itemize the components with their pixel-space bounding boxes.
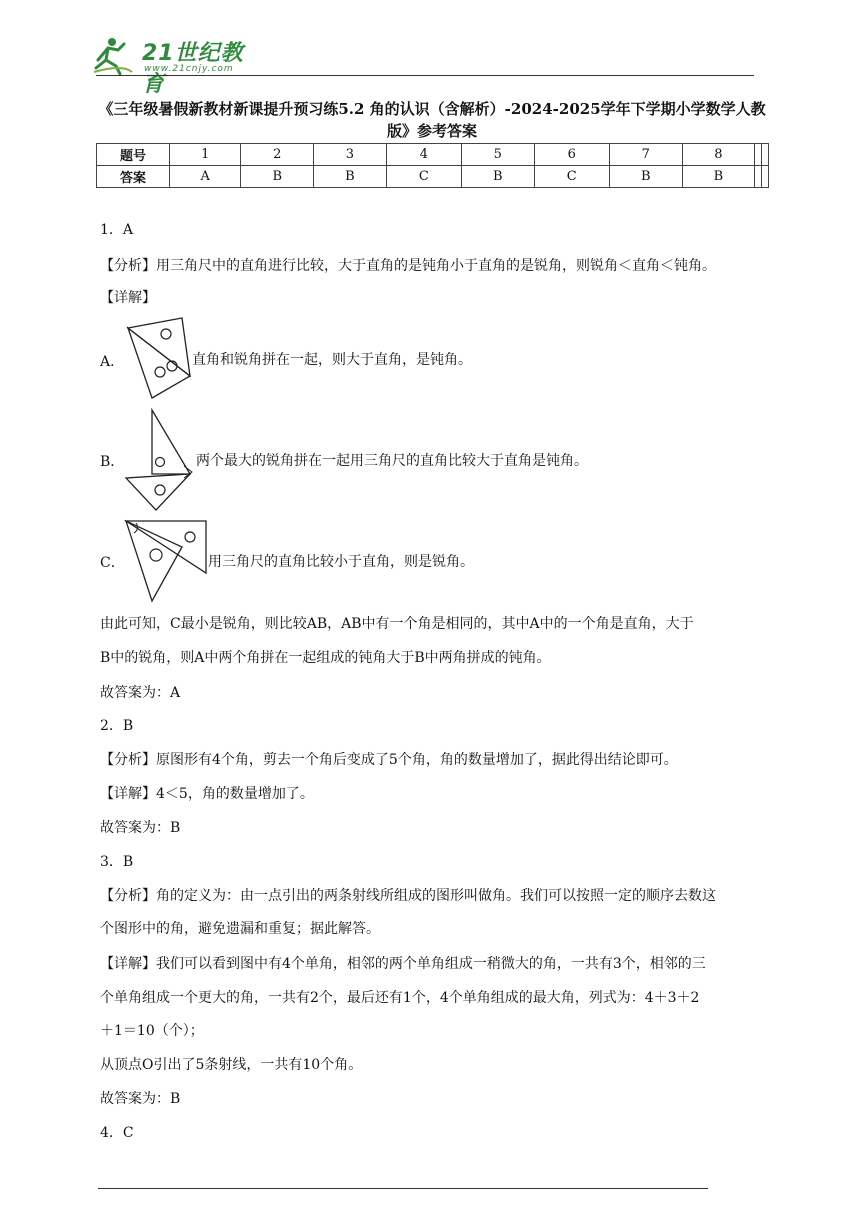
q3-detail-line-2: 个单角组成一个更大的角，一共有2个，最后还有1个，4个单角组成的最大角，列式为：4＋3＋2 [100, 990, 700, 1006]
table-cell: A [170, 166, 241, 188]
logo [92, 34, 262, 97]
q1-detail-label: 【详解】 [100, 290, 156, 306]
q1-option-b-label: B． [100, 454, 125, 470]
q1-option-b-triangles-icon [122, 408, 196, 514]
q3-head: 3．B [100, 854, 134, 870]
table-cell: B [241, 166, 314, 188]
q3-detail-line-3: ＋1＝10（个）； [100, 1023, 204, 1039]
q3-analysis-line-2: 个图形中的角，避免遗漏和重复；据此解答。 [100, 921, 380, 937]
table-cell: B [462, 166, 535, 188]
q1-head: 1．A [100, 222, 134, 238]
page-title [96, 98, 768, 142]
table-cell: B [682, 166, 755, 188]
table-cell: 6 [534, 144, 609, 166]
footer-rule [98, 1188, 708, 1189]
q2-analysis: 【分析】原图形有4个角，剪去一个角后变成了5个角，角的数量增加了，据此得出结论即可。 [100, 752, 678, 768]
q1-option-c-text: 用三角尺的直角比较小于直角，则是锐角。 [208, 554, 474, 570]
q1-option-a-triangles-icon [124, 316, 194, 402]
table-cell [755, 166, 762, 188]
logo-brand-text: 21世纪教育 [142, 41, 244, 97]
title-line-1: 《三年级暑假新教材新课提升预习练5.2 角的认识（含解析）-2024-2025学年下学期小学数学人教 [98, 100, 766, 118]
q3-detail-line-1: 【详解】我们可以看到图中有4个单角，相邻的两个单角组成一稍微大的角，一共有3个，相邻的三 [100, 956, 706, 972]
q1-conclusion-line-1: 由此可知，C最小是锐角，则比较AB，AB中有一个角是相同的，其中A中的一个角是直角，大于 [100, 616, 694, 632]
table-cell: 8 [682, 144, 755, 166]
table-cell [762, 144, 769, 166]
q3-answer: 故答案为：B [100, 1091, 181, 1107]
table-cell: 1 [170, 144, 241, 166]
table-cell: C [386, 166, 461, 188]
table-cell: 4 [386, 144, 461, 166]
q1-option-c-triangles-icon [122, 517, 210, 605]
table-row-answers [97, 166, 769, 188]
table-row-numbers [97, 144, 769, 166]
q1-option-c-label: C． [100, 555, 125, 571]
q1-answer: 故答案为：A [100, 685, 181, 701]
table-header-answer: 答案 [97, 166, 170, 188]
table-cell: 5 [462, 144, 535, 166]
logo-url-text: www.21cnjy.com [144, 64, 234, 74]
table-cell: B [314, 166, 387, 188]
q3-detail-line-4: 从顶点O引出了5条射线，一共有10个角。 [100, 1057, 363, 1073]
q1-option-b-text: 两个最大的锐角拼在一起用三角尺的直角比较大于直角是钝角。 [196, 453, 588, 469]
table-cell [755, 144, 762, 166]
q1-analysis: 【分析】用三角尺中的直角进行比较，大于直角的是钝角小于直角的是锐角，则锐角＜直角＜钝角。 [100, 258, 716, 274]
title-line-2: 版》参考答案 [386, 122, 477, 140]
q4-head: 4．C [100, 1125, 134, 1141]
table-cell: C [534, 166, 609, 188]
q2-answer: 故答案为：B [100, 820, 181, 836]
answer-table [96, 143, 769, 188]
table-header-number: 题号 [97, 144, 170, 166]
q2-detail: 【详解】4＜5，角的数量增加了。 [100, 786, 314, 802]
table-cell: B [609, 166, 682, 188]
table-cell: 3 [314, 144, 387, 166]
q3-analysis-line-1: 【分析】角的定义为：由一点引出的两条射线所组成的图形叫做角。我们可以按照一定的顺序去数这 [100, 888, 716, 904]
q1-conclusion-line-2: B中的锐角，则A中两个角拼在一起组成的钝角大于B中两角拼成的钝角。 [100, 650, 551, 666]
table-cell: 7 [609, 144, 682, 166]
q1-option-a-label: A． [100, 354, 125, 370]
table-cell: 2 [241, 144, 314, 166]
q1-option-a-text: 直角和锐角拼在一起，则大于直角，是钝角。 [192, 352, 472, 368]
header-rule [96, 75, 754, 76]
table-cell [762, 166, 769, 188]
q2-head: 2．B [100, 718, 134, 734]
